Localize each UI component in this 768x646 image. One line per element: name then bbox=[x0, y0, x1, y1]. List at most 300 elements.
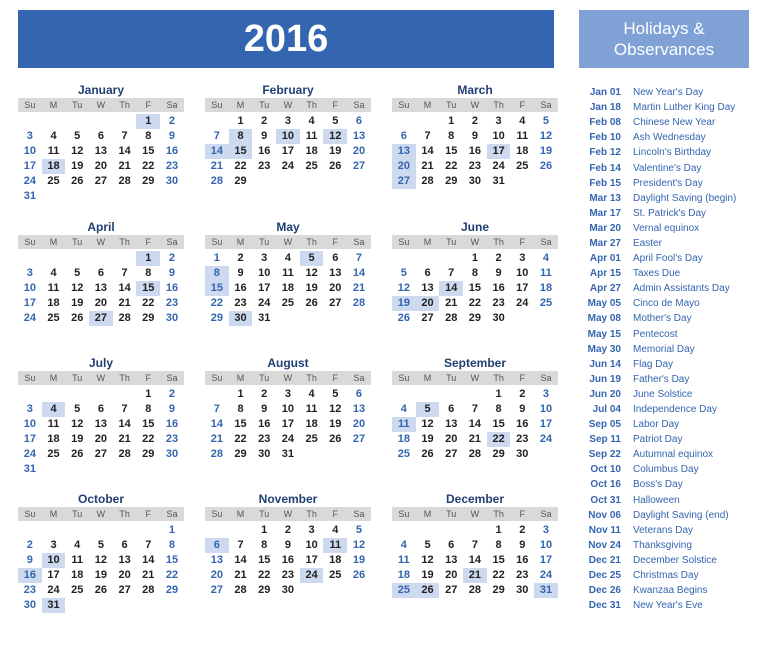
day-cell: 8 bbox=[471, 267, 478, 279]
day-cell: 7 bbox=[237, 539, 244, 551]
day-cell: 5 bbox=[542, 115, 550, 127]
day-grid bbox=[205, 523, 371, 598]
day-cell: 2 bbox=[495, 252, 502, 264]
day-cell: 11 bbox=[47, 418, 60, 430]
day-cell: 29 bbox=[445, 175, 458, 187]
weekday-label: Sa bbox=[540, 100, 552, 110]
weekday-label: W bbox=[470, 373, 480, 383]
day-cell: 15 bbox=[445, 145, 458, 157]
day-cell: 26 bbox=[539, 160, 553, 172]
holiday-date: Feb 10 bbox=[589, 132, 621, 144]
day-cell: 10 bbox=[23, 145, 36, 157]
holiday-name: Boss's Day bbox=[633, 479, 683, 491]
day-cell: 12 bbox=[71, 418, 84, 430]
day-cell: 20 bbox=[329, 282, 342, 294]
day-cell: 9 bbox=[261, 130, 268, 142]
day-cell: 9 bbox=[168, 267, 176, 279]
weekday-label: Tu bbox=[446, 237, 457, 247]
day-cell: 16 bbox=[165, 145, 179, 157]
day-cell: 21 bbox=[118, 160, 131, 172]
holiday-name: Kwanzaa Begins bbox=[633, 585, 708, 597]
day-cell: 26 bbox=[329, 433, 342, 445]
weekday-label: Th bbox=[493, 100, 504, 110]
day-cell: 4 bbox=[542, 252, 550, 264]
holiday-row bbox=[579, 432, 765, 447]
weekday-header bbox=[392, 235, 558, 249]
day-cell: 7 bbox=[121, 403, 128, 415]
day-cell: 7 bbox=[448, 267, 455, 279]
empty-day-cell bbox=[392, 523, 416, 538]
holiday-name: Pentecost bbox=[633, 328, 678, 340]
holiday-date: Mar 27 bbox=[589, 237, 621, 249]
holiday-date: May 08 bbox=[587, 313, 621, 325]
weekday-label: Sa bbox=[353, 100, 365, 110]
day-cell: 18 bbox=[516, 145, 529, 157]
empty-day-cell bbox=[136, 523, 160, 538]
day-cell: 24 bbox=[258, 297, 271, 309]
day-cell: 19 bbox=[71, 160, 84, 172]
day-cell: 30 bbox=[23, 599, 36, 611]
empty-day-cell bbox=[65, 114, 89, 129]
day-cell: 16 bbox=[18, 568, 42, 583]
day-cell: 4 bbox=[400, 539, 407, 551]
weekday-label: W bbox=[96, 373, 106, 383]
weekday-label: W bbox=[283, 373, 293, 383]
day-cell: 5 bbox=[424, 539, 431, 551]
day-cell: 7 bbox=[213, 403, 220, 415]
day-cell: 27 bbox=[352, 160, 366, 172]
weekday-header bbox=[205, 507, 371, 521]
day-cell: 14 bbox=[468, 554, 482, 566]
day-cell: 25 bbox=[516, 160, 529, 172]
holiday-date: Oct 16 bbox=[590, 479, 621, 491]
day-cell: 19 bbox=[305, 282, 318, 294]
day-cell: 10 bbox=[258, 267, 271, 279]
day-cell: 10 bbox=[539, 403, 553, 415]
day-cell: 11 bbox=[323, 538, 347, 553]
day-cell: 15 bbox=[136, 281, 160, 296]
day-cell: 29 bbox=[210, 312, 223, 324]
weekday-label: F bbox=[145, 100, 152, 110]
day-cell: 1 bbox=[495, 524, 502, 536]
day-cell: 12 bbox=[329, 403, 342, 415]
weekday-label: Tu bbox=[446, 100, 457, 110]
day-cell: 22 bbox=[468, 297, 482, 309]
holiday-name: Martin Luther King Day bbox=[633, 102, 736, 114]
day-grid bbox=[18, 523, 184, 613]
weekday-label: M bbox=[423, 100, 432, 110]
day-cell: 22 bbox=[492, 569, 505, 581]
day-cell: 27 bbox=[89, 311, 113, 326]
weekday-label: Sa bbox=[540, 509, 552, 519]
day-cell: 26 bbox=[94, 584, 108, 596]
month-title: April bbox=[87, 220, 115, 234]
day-cell: 17 bbox=[23, 297, 36, 309]
day-cell: 14 bbox=[142, 554, 155, 566]
month-title: July bbox=[88, 356, 113, 370]
holiday-row bbox=[579, 583, 765, 598]
holiday-name: Memorial Day bbox=[633, 343, 695, 355]
day-cell: 30 bbox=[258, 448, 271, 460]
holiday-name: Father's Day bbox=[633, 373, 690, 385]
day-cell: 8 bbox=[237, 403, 244, 415]
weekday-label: Su bbox=[211, 373, 223, 383]
holiday-date: Feb 08 bbox=[589, 117, 621, 129]
day-cell: 23 bbox=[165, 297, 179, 309]
day-cell: 24 bbox=[281, 160, 295, 172]
day-cell: 14 bbox=[118, 145, 131, 157]
holiday-row bbox=[579, 477, 765, 492]
day-cell: 30 bbox=[516, 584, 529, 596]
weekday-label: Tu bbox=[72, 237, 83, 247]
month-title: January bbox=[77, 83, 125, 97]
day-cell: 1 bbox=[213, 252, 220, 264]
weekday-label: M bbox=[49, 509, 58, 519]
empty-day-cell bbox=[439, 251, 463, 266]
day-cell: 24 bbox=[539, 569, 553, 581]
day-cell: 29 bbox=[165, 584, 179, 596]
day-cell: 12 bbox=[421, 554, 434, 566]
month-title: August bbox=[267, 356, 309, 370]
day-cell: 6 bbox=[448, 539, 455, 551]
month-title: December bbox=[445, 492, 505, 506]
day-cell: 18 bbox=[397, 433, 410, 445]
day-cell: 4 bbox=[50, 130, 57, 142]
month-title: June bbox=[460, 220, 489, 234]
day-cell: 6 bbox=[205, 538, 229, 553]
day-cell: 19 bbox=[392, 296, 416, 311]
day-cell: 17 bbox=[281, 145, 295, 157]
day-cell: 27 bbox=[210, 584, 223, 596]
day-cell: 27 bbox=[445, 584, 458, 596]
holiday-name: Independence Day bbox=[633, 404, 717, 416]
day-cell: 4 bbox=[42, 402, 66, 417]
day-cell: 30 bbox=[229, 311, 253, 326]
day-cell: 31 bbox=[258, 312, 271, 324]
empty-day-cell bbox=[416, 114, 440, 129]
day-cell: 24 bbox=[23, 175, 36, 187]
weekday-label: Su bbox=[24, 509, 36, 519]
empty-day-cell bbox=[42, 251, 66, 266]
day-cell: 13 bbox=[94, 282, 108, 294]
day-cell: 27 bbox=[352, 433, 366, 445]
day-cell: 6 bbox=[448, 403, 455, 415]
holiday-name: Mother's Day bbox=[633, 313, 692, 325]
holiday-name: Admin Assistants Day bbox=[633, 283, 730, 295]
day-cell: 21 bbox=[421, 160, 434, 172]
holiday-row bbox=[579, 357, 765, 372]
day-cell: 22 bbox=[234, 160, 247, 172]
day-cell: 31 bbox=[23, 190, 36, 202]
day-cell: 28 bbox=[142, 584, 155, 596]
holiday-date: Dec 25 bbox=[588, 570, 621, 582]
day-cell: 21 bbox=[445, 297, 458, 309]
weekday-label: Su bbox=[398, 237, 410, 247]
holiday-row bbox=[579, 266, 765, 281]
day-cell: 23 bbox=[516, 569, 529, 581]
day-cell: 7 bbox=[213, 130, 220, 142]
day-cell: 4 bbox=[308, 115, 315, 127]
day-cell: 19 bbox=[539, 145, 553, 157]
empty-day-cell bbox=[439, 387, 463, 402]
day-cell: 3 bbox=[26, 403, 33, 415]
day-cell: 13 bbox=[352, 403, 366, 415]
weekday-label: Tu bbox=[259, 373, 270, 383]
day-cell: 16 bbox=[516, 418, 529, 430]
month-title: May bbox=[276, 220, 300, 234]
holiday-name: Autumnal equinox bbox=[633, 449, 714, 461]
weekday-label: W bbox=[96, 100, 106, 110]
day-cell: 29 bbox=[142, 175, 155, 187]
day-cell: 5 bbox=[332, 115, 339, 127]
day-cell: 2 bbox=[168, 115, 176, 127]
holiday-name: Easter bbox=[633, 237, 662, 249]
day-cell: 31 bbox=[492, 175, 505, 187]
weekday-header bbox=[18, 235, 184, 249]
day-cell: 20 bbox=[210, 569, 223, 581]
day-cell: 28 bbox=[468, 448, 482, 460]
holiday-name: Thanksgiving bbox=[633, 539, 692, 551]
day-cell: 10 bbox=[492, 130, 505, 142]
day-cell: 26 bbox=[71, 448, 84, 460]
day-cell: 17 bbox=[487, 144, 511, 159]
weekday-label: Th bbox=[306, 373, 317, 383]
weekday-label: Su bbox=[211, 237, 223, 247]
day-cell: 8 bbox=[145, 267, 152, 279]
day-cell: 6 bbox=[97, 267, 104, 279]
day-cell: 1 bbox=[136, 251, 160, 266]
day-cell: 10 bbox=[276, 129, 300, 144]
day-cell: 26 bbox=[421, 448, 434, 460]
weekday-label: Su bbox=[211, 509, 223, 519]
empty-day-cell bbox=[392, 251, 416, 266]
day-cell: 18 bbox=[47, 433, 60, 445]
empty-day-cell bbox=[113, 387, 137, 402]
day-cell: 12 bbox=[94, 554, 108, 566]
weekday-label: M bbox=[49, 373, 58, 383]
day-cell: 13 bbox=[94, 145, 108, 157]
weekday-label: Sa bbox=[540, 237, 552, 247]
empty-day-cell bbox=[42, 523, 66, 538]
day-cell: 27 bbox=[329, 297, 342, 309]
day-cell: 4 bbox=[519, 115, 526, 127]
day-cell: 22 bbox=[142, 433, 155, 445]
day-cell: 17 bbox=[539, 554, 553, 566]
day-cell: 4 bbox=[332, 524, 339, 536]
day-cell: 18 bbox=[281, 282, 295, 294]
day-grid bbox=[392, 523, 558, 598]
day-cell: 27 bbox=[392, 174, 416, 189]
empty-day-cell bbox=[65, 523, 89, 538]
day-cell: 4 bbox=[74, 539, 81, 551]
holiday-row bbox=[579, 417, 765, 432]
day-cell: 7 bbox=[121, 130, 128, 142]
day-cell: 11 bbox=[282, 267, 294, 279]
day-cell: 8 bbox=[495, 403, 502, 415]
day-cell: 23 bbox=[258, 433, 271, 445]
weekday-label: M bbox=[236, 100, 245, 110]
weekday-header bbox=[18, 507, 184, 521]
holiday-row bbox=[579, 206, 765, 221]
day-cell: 28 bbox=[118, 175, 131, 187]
day-grid bbox=[392, 251, 558, 326]
day-cell: 29 bbox=[468, 312, 482, 324]
day-cell: 7 bbox=[424, 130, 431, 142]
day-cell: 19 bbox=[352, 554, 366, 566]
day-cell: 15 bbox=[142, 418, 155, 430]
empty-day-cell bbox=[89, 114, 113, 129]
day-cell: 22 bbox=[142, 297, 155, 309]
holiday-name: April Fool's Day bbox=[633, 253, 703, 265]
empty-day-cell bbox=[416, 387, 440, 402]
holiday-row bbox=[579, 447, 765, 462]
day-cell: 9 bbox=[471, 130, 478, 142]
day-cell: 19 bbox=[421, 569, 434, 581]
month-july bbox=[18, 355, 184, 477]
day-cell: 27 bbox=[94, 175, 108, 187]
day-cell: 15 bbox=[492, 554, 505, 566]
empty-day-cell bbox=[42, 114, 66, 129]
day-cell: 12 bbox=[323, 129, 347, 144]
holiday-name: Ash Wednesday bbox=[633, 132, 706, 144]
day-cell: 27 bbox=[118, 584, 131, 596]
holiday-row bbox=[579, 85, 765, 100]
day-cell: 17 bbox=[281, 418, 295, 430]
day-cell: 25 bbox=[329, 569, 342, 581]
day-cell: 26 bbox=[329, 160, 342, 172]
day-grid bbox=[205, 114, 371, 189]
day-cell: 19 bbox=[71, 297, 84, 309]
weekday-label: F bbox=[332, 237, 339, 247]
weekday-label: Sa bbox=[166, 237, 178, 247]
holiday-row bbox=[579, 538, 765, 553]
day-cell: 3 bbox=[495, 115, 502, 127]
holiday-date: Nov 06 bbox=[588, 509, 621, 521]
weekday-label: W bbox=[470, 237, 480, 247]
holiday-name: Daylight Saving (end) bbox=[633, 509, 729, 521]
day-cell: 4 bbox=[284, 252, 291, 264]
day-cell: 29 bbox=[234, 448, 247, 460]
day-cell: 22 bbox=[445, 160, 458, 172]
day-cell: 20 bbox=[392, 159, 416, 174]
holiday-name: December Solstice bbox=[633, 554, 717, 566]
day-cell: 28 bbox=[352, 297, 366, 309]
day-cell: 23 bbox=[165, 160, 179, 172]
holiday-date: Jun 20 bbox=[589, 388, 621, 400]
holiday-date: Jan 18 bbox=[589, 102, 621, 114]
day-cell: 1 bbox=[145, 388, 152, 400]
day-cell: 2 bbox=[284, 524, 291, 536]
day-cell: 18 bbox=[47, 297, 60, 309]
day-cell: 13 bbox=[118, 554, 131, 566]
weekday-label: F bbox=[332, 100, 339, 110]
day-cell: 31 bbox=[23, 463, 36, 475]
day-cell: 14 bbox=[210, 418, 223, 430]
day-cell: 26 bbox=[397, 312, 410, 324]
day-cell: 20 bbox=[352, 418, 366, 430]
holiday-row bbox=[579, 402, 765, 417]
weekday-label: Tu bbox=[72, 373, 83, 383]
weekday-label: Tu bbox=[72, 509, 83, 519]
day-cell: 2 bbox=[519, 524, 526, 536]
day-cell: 11 bbox=[71, 554, 84, 566]
day-cell: 29 bbox=[492, 584, 505, 596]
day-cell: 27 bbox=[421, 312, 434, 324]
day-cell: 9 bbox=[519, 539, 526, 551]
day-cell: 22 bbox=[210, 297, 223, 309]
holiday-name: President's Day bbox=[633, 177, 703, 189]
day-cell: 24 bbox=[492, 160, 505, 172]
day-cell: 6 bbox=[97, 403, 104, 415]
weekday-label: W bbox=[283, 100, 293, 110]
holiday-row bbox=[579, 130, 765, 145]
day-cell: 17 bbox=[23, 160, 36, 172]
empty-day-cell bbox=[205, 114, 229, 129]
day-cell: 24 bbox=[300, 568, 324, 583]
day-cell: 14 bbox=[468, 418, 482, 430]
day-cell: 30 bbox=[492, 312, 505, 324]
day-cell: 17 bbox=[539, 418, 553, 430]
empty-day-cell bbox=[18, 251, 42, 266]
empty-day-cell bbox=[463, 523, 487, 538]
day-cell: 20 bbox=[352, 145, 366, 157]
day-cell: 3 bbox=[50, 539, 57, 551]
weekday-label: Th bbox=[119, 100, 130, 110]
holiday-row bbox=[579, 296, 765, 311]
weekday-label: F bbox=[519, 237, 526, 247]
day-cell: 25 bbox=[47, 448, 60, 460]
day-grid bbox=[18, 114, 184, 204]
day-cell: 8 bbox=[229, 129, 253, 144]
day-cell: 21 bbox=[118, 433, 131, 445]
day-cell: 13 bbox=[445, 554, 458, 566]
weekday-header bbox=[205, 98, 371, 112]
day-cell: 2 bbox=[237, 252, 244, 264]
weekday-label: M bbox=[423, 509, 432, 519]
weekday-header bbox=[18, 98, 184, 112]
day-cell: 18 bbox=[539, 282, 553, 294]
day-cell: 1 bbox=[471, 252, 478, 264]
day-cell: 10 bbox=[23, 418, 36, 430]
day-cell: 5 bbox=[74, 130, 81, 142]
day-cell: 10 bbox=[23, 282, 36, 294]
day-cell: 17 bbox=[258, 282, 271, 294]
holiday-name: Flag Day bbox=[633, 358, 674, 370]
holiday-row bbox=[579, 311, 765, 326]
holiday-date: Mar 17 bbox=[589, 207, 621, 219]
day-cell: 16 bbox=[516, 554, 529, 566]
day-cell: 28 bbox=[468, 584, 482, 596]
day-cell: 3 bbox=[308, 524, 315, 536]
day-cell: 6 bbox=[355, 388, 363, 400]
day-cell: 14 bbox=[421, 145, 434, 157]
weekday-label: F bbox=[145, 237, 152, 247]
day-cell: 25 bbox=[305, 433, 318, 445]
weekday-label: W bbox=[283, 509, 293, 519]
day-cell: 8 bbox=[261, 539, 268, 551]
day-cell: 20 bbox=[94, 297, 108, 309]
day-cell: 19 bbox=[71, 433, 84, 445]
weekday-label: Th bbox=[493, 373, 504, 383]
weekday-label: Su bbox=[211, 100, 223, 110]
month-august bbox=[205, 355, 371, 462]
day-cell: 14 bbox=[352, 267, 366, 279]
weekday-label: Th bbox=[119, 509, 130, 519]
day-cell: 30 bbox=[165, 448, 179, 460]
holiday-row bbox=[579, 221, 765, 236]
weekday-label: Sa bbox=[353, 237, 365, 247]
weekday-label: F bbox=[332, 509, 339, 519]
